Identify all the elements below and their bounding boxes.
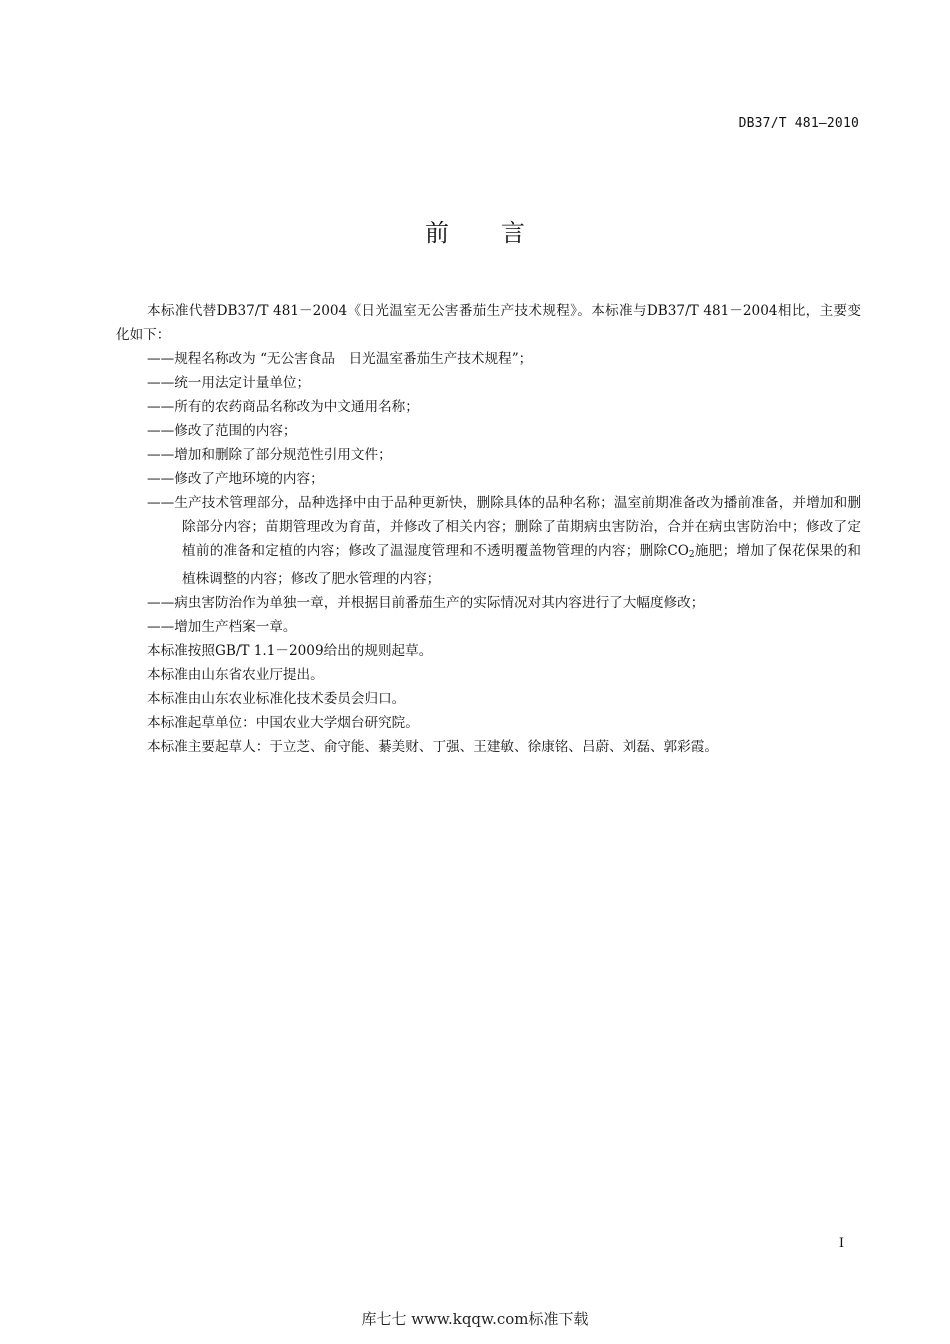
change-item: ——修改了范围的内容； [147, 423, 297, 439]
change-item: ——修改了产地环境的内容； [147, 471, 324, 487]
change-item: ——增加生产档案一章。 [147, 619, 297, 635]
intro-paragraph: 本标准代替DB37/T 481－2004《日光温室无公害番茄生产技术规程》。本标准与DB37/T 481－2004相比，主要变化如下： [116, 303, 861, 343]
change-text: 施肥；增加了保花保果的和植株调整的内容；修改了肥水管理的内容； [182, 543, 862, 587]
statement-paragraph: 本标准按照GB/T 1.1－2009给出的规则起草。 [147, 643, 433, 659]
statement-paragraph: 本标准由山东省农业厅提出。 [147, 667, 324, 683]
subscript-text: 2 [688, 550, 695, 560]
foreword-content [116, 299, 861, 759]
page-title: 前言 [425, 219, 577, 247]
changes-list [116, 347, 861, 639]
change-item [116, 491, 861, 591]
change-item: ——规程名称改为 “无公害食品 日光温室番茄生产技术规程”； [147, 351, 533, 367]
change-item: ——所有的农药商品名称改为中文通用名称； [147, 399, 419, 415]
statement-paragraph: 本标准主要起草人：于立芝、俞守能、綦美财、丁强、王建敏、徐康铭、吕蔚、刘磊、郭彩霞。 [147, 739, 718, 755]
page-number: I [838, 1236, 844, 1251]
footer-watermark: 库七七 www.kqqw.com标准下载 [361, 1310, 589, 1328]
change-text: ——生产技术管理部分，品种选择中由于品种更新快，删除具体的品种名称；温室前期准备改为播前准备，并增加和删除部分内容；苗期管理改为育苗，并修改了相关内容；删除了苗期病虫害防治，合并在病虫害防治中；修改了定植前的准备和定植的内容；修改了温湿度管理和不透明覆盖物管理的内容；删除CO [147, 495, 861, 559]
statement-paragraph: 本标准起草单位：中国农业大学烟台研究院。 [147, 715, 419, 731]
statement-paragraph: 本标准由山东农业标准化技术委员会归口。 [147, 691, 406, 707]
change-item: ——病虫害防治作为单独一章，并根据目前番茄生产的实际情况对其内容进行了大幅度修改； [147, 595, 705, 611]
change-item: ——统一用法定计量单位； [147, 375, 311, 391]
change-item: ——增加和删除了部分规范性引用文件； [147, 447, 392, 463]
document-number: DB37/T 481—2010 [738, 116, 859, 131]
